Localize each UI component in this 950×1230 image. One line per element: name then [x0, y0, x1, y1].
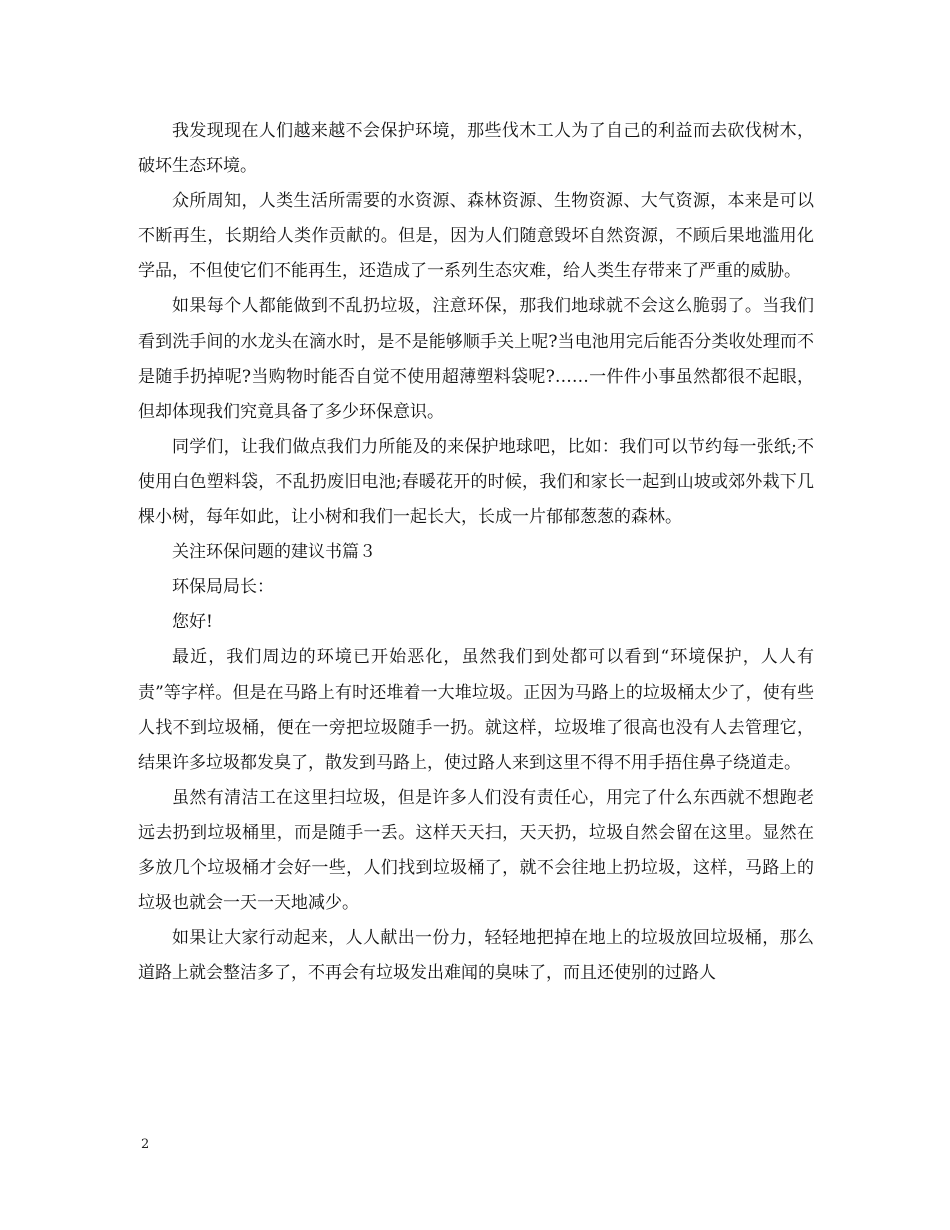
page-number: 2 [141, 1137, 150, 1152]
document-body [138, 114, 814, 991]
paragraph-road-garbage: 最近，我们周边的环境已开始恶化，虽然我们到处都可以看到“环境保护，人人有责”等字样。但是在马路上有时还堆着一大堆垃圾。正因为马路上的垃圾桶太少了，使有些人找不到垃圾桶，便在一旁把垃圾随手一扔。就这样，垃圾堆了很高也没有人去管理它，结果许多垃圾都发臭了，散发到马路上，使过路人来到这里不得不用手捂住鼻子绕道走。 [138, 647, 814, 773]
paragraph-call-to-action: 同学们，让我们做点我们力所能及的来保护地球吧，比如：我们可以节约每一张纸;不使用白色塑料袋，不乱扔废旧电池;春暖花开的时候，我们和家长一起到山坡或郊外栽下几棵小树，每年如此，让小树和我们一起长大，长成一片郁郁葱葱的森林。 [138, 436, 814, 528]
letter-greeting: 您好! [172, 612, 213, 633]
section-heading: 关注环保问题的建议书篇３ [172, 542, 376, 563]
paragraph-more-bins: 虽然有清洁工在这里扫垃圾，但是许多人们没有责任心，用完了什么东西就不想跑老远去扔到垃圾桶里，而是随手一丢。这样天天扫，天天扔，垃圾自然会留在这里。显然在多放几个垃圾桶才会好一些，人们找到垃圾桶了，就不会往地上扔垃圾，这样，马路上的垃圾也就会一天一天地减少。 [138, 787, 814, 914]
letter-salutation: 环保局局长： [172, 577, 274, 598]
paragraph-environment-awareness: 我发现现在人们越来越不会保护环境，那些伐木工人为了自己的利益而去砍伐树木，破坏生态环境。 [138, 121, 814, 177]
paragraph-everyone-helps: 如果让大家行动起来，人人献出一份力，轻轻地把掉在地上的垃圾放回垃圾桶，那么道路上就会整洁多了，不再会有垃圾发出难闻的臭味了，而且还使别的过路人 [138, 928, 814, 984]
paragraph-natural-resources: 众所周知，人类生活所需要的水资源、森林资源、生物资源、大气资源，本来是可以不断再生，长期给人类作贡献的。但是，因为人们随意毁坏自然资源，不顾后果地滥用化学品，不但使它们不能再生，还造成了一系列生态灾难，给人类生存带来了严重的威胁。 [138, 191, 814, 282]
paragraph-daily-habits: 如果每个人都能做到不乱扔垃圾，注意环保，那我们地球就不会这么脆弱了。当我们看到洗手间的水龙头在滴水时，是不是能够顺手关上呢?当电池用完后能否分类收处理而不是随手扔掉呢?当购物时能否自觉不使用超薄塑料袋呢?……一件件小事虽然都很不起眼，但却体现我们究竟具备了多少环保意识。 [138, 296, 814, 422]
